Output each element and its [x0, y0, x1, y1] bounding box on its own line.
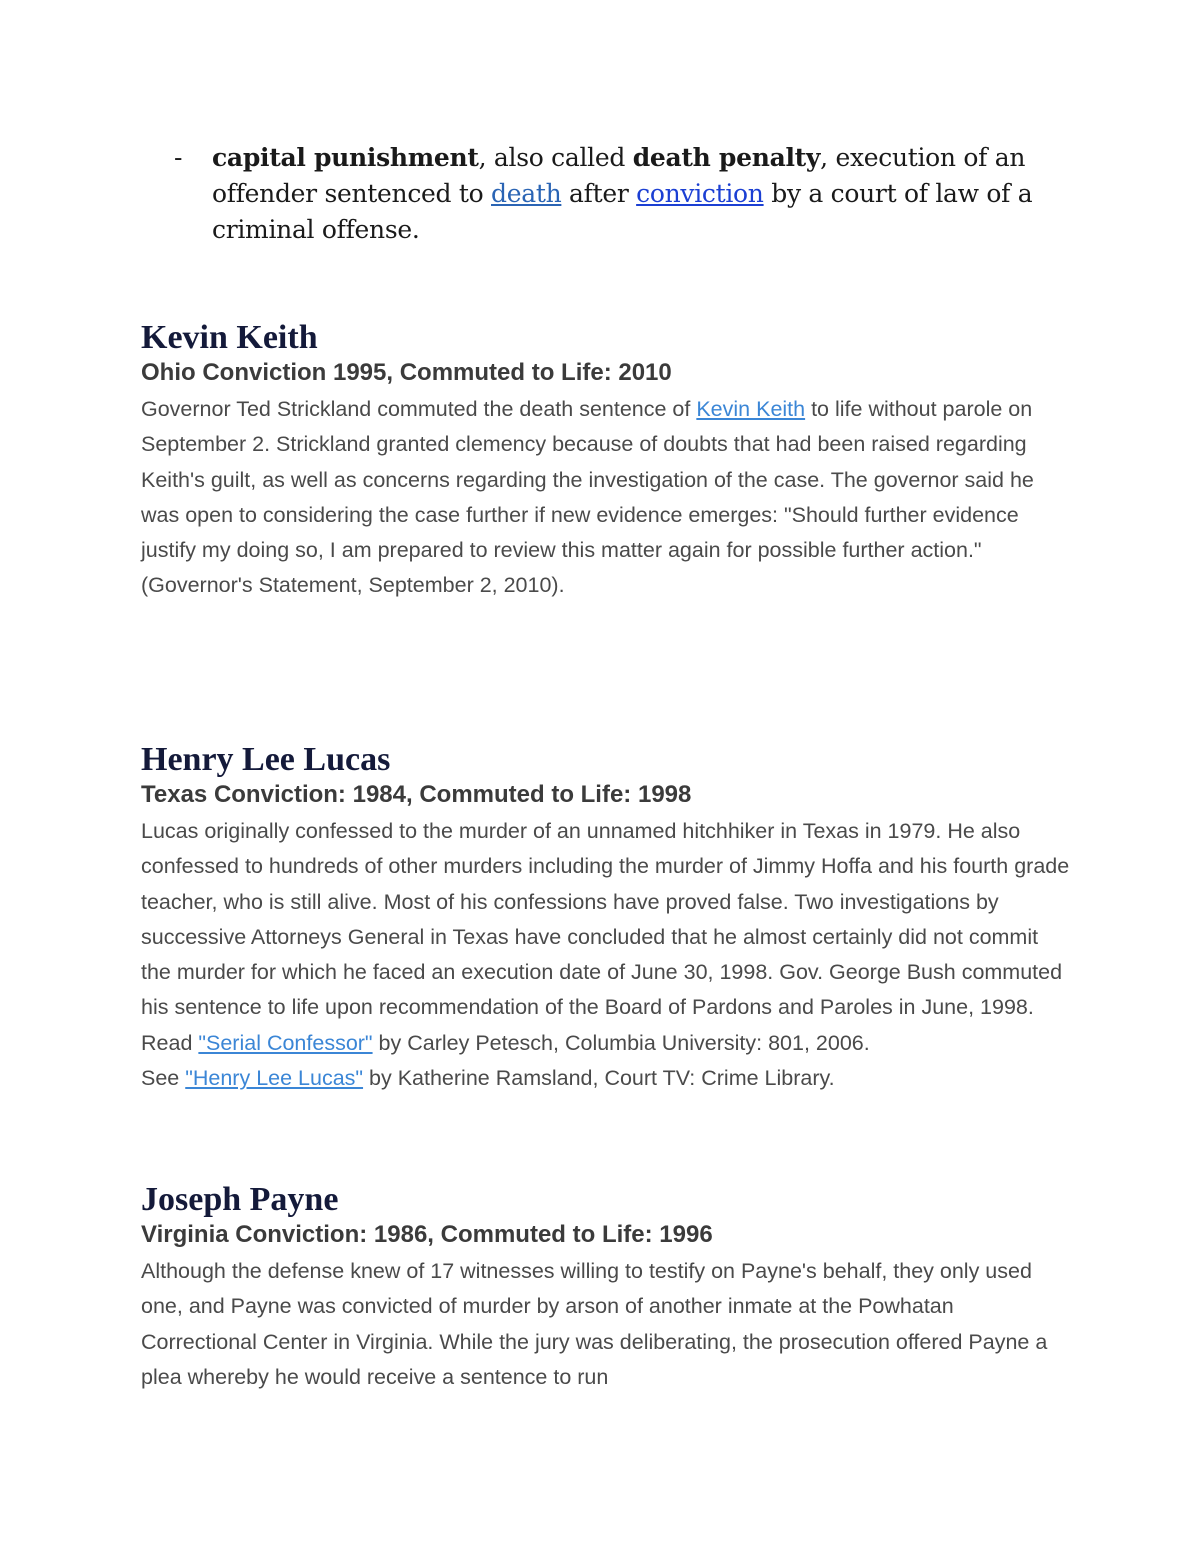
section-title: Kevin Keith: [141, 319, 318, 356]
section-body: Although the defense knew of 17 witnesses willing to testify on Payne's behalf, they only used one, and Payne was convicted of murder by arson of another inmate at the Powhatan Correctional Center in Virginia. While the jury was deliberating, the prosecution offered Payne a plea whereby he would receive a sentence to run: [141, 1259, 1048, 1389]
section-subtitle: Ohio Conviction 1995, Commuted to Life: 2010: [141, 359, 672, 386]
definition-text-2: , execution of an offender sentenced to: [212, 143, 1026, 208]
link-kevin-keith[interactable]: Kevin Keith: [696, 397, 806, 421]
section-kevin-keith: [141, 318, 1071, 604]
definition-text: [212, 140, 1054, 248]
link-death[interactable]: death: [491, 179, 562, 208]
see-reference: [141, 1061, 1071, 1096]
section-subtitle: Texas Conviction: 1984, Commuted to Life: 1998: [141, 781, 692, 808]
term-capital-punishment: capital punishment: [212, 143, 479, 172]
governor-statement-citation: (Governor's Statement, September 2, 2010).: [141, 573, 565, 598]
see-prefix: See: [141, 1066, 186, 1091]
read-suffix: by Carley Petesch, Columbia University: 801, 2006.: [372, 1030, 870, 1055]
term-death-penalty: death penalty: [632, 143, 821, 172]
see-suffix: by Katherine Ramsland, Court TV: Crime Library.: [363, 1066, 835, 1091]
read-reference: [141, 1026, 1071, 1061]
definition-text-4: by a court of law of a criminal offense.: [212, 179, 1033, 244]
read-prefix: Read: [141, 1030, 199, 1055]
link-henry-lee-lucas[interactable]: "Henry Lee Lucas": [185, 1066, 364, 1091]
section-title: Henry Lee Lucas: [141, 741, 391, 778]
section-joseph-payne: [141, 1180, 1071, 1395]
definition-text-1: , also called: [478, 143, 633, 172]
list-dash: -: [174, 143, 183, 172]
section-body: [141, 392, 1071, 568]
body-text: to life without parole on September 2. Strickland granted clemency because of doubts that had been raised regarding Keith's guilt, as well as concerns regarding the investigation of the case. The governor said he was open to considering the case further if new evidence emerges: "Should further evidence justify my doing so, I am prepared to review this matter again for possible further action.": [141, 397, 1034, 563]
section-title: Joseph Payne: [141, 1181, 339, 1218]
section-body: Lucas originally confessed to the murder of an unnamed hitchhiker in Texas in 1979. He also confessed to hundreds of other murders including the murder of Jimmy Hoffa and his fourth grade teacher, who is still alive. Most of his confessions have proved false. Two investigations by successive Attorneys General in Texas have concluded that he almost certainly did not commit the murder for which he faced an execution date of June 30, 1998. Gov. George Bush commuted his sentence to life upon recommendation of the Board of Pardons and Paroles in June, 1998.: [141, 819, 1070, 1020]
link-serial-confessor[interactable]: "Serial Confessor": [198, 1030, 373, 1055]
definition-paragraph: [174, 140, 1054, 248]
link-conviction[interactable]: conviction: [636, 179, 764, 208]
body-text: Governor Ted Strickland commuted the death sentence of: [141, 397, 697, 421]
section-subtitle: Virginia Conviction: 1986, Commuted to Life: 1996: [141, 1221, 713, 1248]
section-henry-lee-lucas: [141, 740, 1071, 1096]
definition-text-3: after: [561, 179, 637, 208]
